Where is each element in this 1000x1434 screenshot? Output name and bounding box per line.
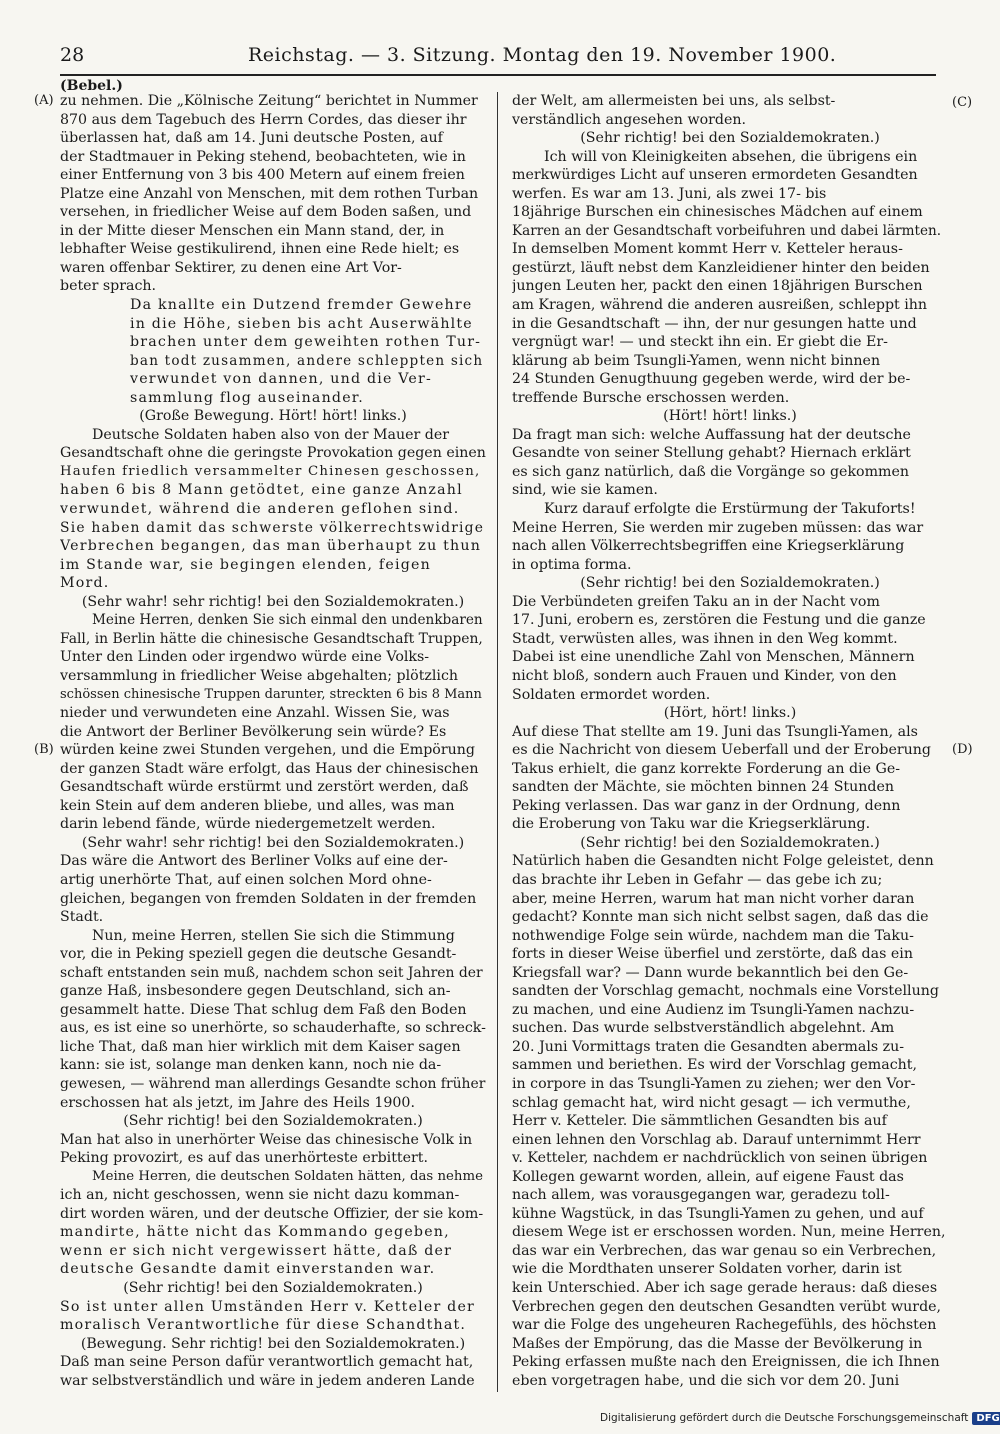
text-line: Gesandtschaft würde erstürmt und zerstört werden, daß (60, 779, 469, 796)
page-header (60, 44, 936, 74)
text-line: verwundet von dannen, und die Ver- (130, 371, 432, 388)
text-line: würden keine zwei Stunden vergehen, und die Empörung (60, 742, 475, 759)
text-line: Stadt, verwüsten alles, was ihnen in den Weg kommt. (512, 630, 898, 647)
text-line: schaft entstanden sein muß, nachdem schon seit Jahren der (60, 964, 483, 981)
text-line: (Sehr richtig! bei den Sozialdemokraten.) (580, 834, 880, 851)
text-line: Kollegen gewarnt worden, allein, auf eigene Faust das (512, 1168, 904, 1185)
text-line: wenn er sich nicht vergewissert hätte, daß der (60, 1242, 453, 1259)
text-line: suchen. Das wurde selbstverständlich abgelehnt. Am (512, 1020, 895, 1037)
running-head: Reichstag. — 3. Sitzung. Montag den 19. November 1900. (248, 44, 837, 66)
text-line: gewesen, — während man allerdings Gesandte schon früher (60, 1075, 486, 1092)
text-line: Fall, in Berlin hätte die chinesische Gesandtschaft Truppen, (60, 630, 483, 647)
text-line: in die Höhe, sieben bis acht Auserwählte (130, 315, 473, 332)
text-line: (Hört, hört! links.) (663, 705, 797, 722)
text-line: gleichen, begangen von fremden Soldaten in der fremden (60, 890, 477, 907)
text-line: moralisch Verantwortliche für diese Schandthat. (60, 1317, 467, 1334)
text-line: Soldaten ermordet worden. (512, 686, 711, 703)
text-line: am Kragen, während die anderen ausreißen, schleppt ihn (512, 297, 928, 314)
text-line: darin lebend fände, würde niedergemetzelt werden. (60, 816, 436, 833)
text-line: verständlich angesehen worden. (512, 111, 747, 128)
text-line: wie die Mordthaten unserer Soldaten vorher, darin ist (512, 1261, 902, 1278)
text-line: nach allen Völkerrechtsbegriffen eine Kriegserklärung (512, 538, 905, 555)
text-line: Verbrechen begangen, das man überhaupt zu thun (60, 538, 482, 555)
text-line: schössen chinesische Truppen darunter, streckten 6 bis 8 Mann (60, 686, 482, 702)
text-line: gesammelt hatte. Diese That schlug dem Faß den Boden (60, 1001, 467, 1018)
text-line: beter sprach. (60, 278, 157, 295)
text-line: Karren an der Gesandtschaft vorbeifuhren und dabei lärmten. (512, 222, 942, 239)
text-line: kein Unterschied. Aber ich sage gerade heraus: daß dieses (512, 1280, 938, 1296)
text-line: (Bewegung. Sehr richtig! bei den Sozialdemokraten.) (80, 1335, 466, 1352)
text-line: forts in dieser Weise überfiel und zerstörte, daß das ein (512, 946, 913, 963)
text-line: überlassen hat, daß am 14. Juni deutsche Posten, auf (60, 130, 443, 147)
text-line: Peking provozirt, es auf das unerhörteste erbittert. (60, 1150, 429, 1167)
text-line: sammlung flog auseinander. (130, 389, 364, 406)
column-divider (497, 92, 498, 1392)
footer-credit (600, 1412, 1000, 1425)
margin-marker-b: (B) (34, 742, 54, 757)
text-line: nicht bloß, sondern auch Frauen und Kinder, von den (512, 667, 897, 684)
header-rule (60, 74, 936, 76)
text-line: sind, wie sie kamen. (512, 482, 658, 499)
text-line: (Hört! hört! links.) (663, 408, 797, 425)
speaker-name: (Bebel.) (60, 78, 123, 94)
text-line: diesem Wege ist er erschossen worden. Nun, meine Herren, (512, 1224, 946, 1241)
text-line: Maßes der Empörung, das die Masse der Bevölkerung in (512, 1335, 923, 1352)
page-number: 28 (60, 44, 85, 66)
text-line: schlag gemacht hat, wird nicht gesagt — ich vermuthe, (512, 1094, 911, 1111)
margin-marker-c: (C) (952, 95, 973, 110)
text-line: (Sehr richtig! bei den Sozialdemokraten.) (580, 575, 880, 592)
text-line: Verbrechen gegen den deutschen Gesandten verübt wurde, (512, 1298, 942, 1315)
text-line: Da knallte ein Dutzend fremder Gewehre (130, 297, 473, 314)
text-line: Meine Herren, denken Sie sich einmal den undenkbaren (92, 612, 483, 629)
text-line: war die Folge des ungeheuren Rachegefühls, des höchsten (512, 1317, 937, 1334)
left-column (60, 92, 486, 1388)
text-line: kühne Wagstück, in das Tsungli-Yamen zu gehen, und auf (512, 1205, 924, 1222)
text-line: Stadt. (60, 909, 104, 926)
text-line: verwundet, während die anderen geflohen sind. (60, 501, 460, 518)
text-line: liche That, daß man hier wirklich mit dem Kaiser sagen (60, 1038, 461, 1055)
text-line: klärung ab beim Tsungli-Yamen, wenn nicht binnen (512, 352, 881, 369)
text-line: sammen und beriethen. Es wird der Vorschlag gemacht, (512, 1057, 918, 1074)
text-line: lebhafter Weise gestikulirend, ihnen eine Rede hielt; es (60, 241, 460, 258)
text-line: Peking erfassen mußte nach den Ereignissen, die ich Ihnen (512, 1354, 940, 1371)
text-line: die Eroberung von Taku war die Kriegserklärung. (512, 816, 871, 833)
text-line: der Stadtmauer in Peking stehend, beobachteten, wie in (60, 148, 466, 165)
text-line: Dabei ist eine unendliche Zahl von Menschen, Männern (512, 649, 915, 666)
text-line: Meine Herren, Sie werden mir zugeben müssen: das war (512, 519, 924, 536)
right-column (512, 92, 948, 1388)
text-line: versehen, in friedlicher Weise auf dem Boden saßen, und (60, 204, 472, 221)
text-line: (Sehr wahr! sehr richtig! bei den Sozialdemokraten.) (81, 593, 465, 610)
text-line: der Welt, am allermeisten bei uns, als selbst- (512, 93, 836, 109)
text-line: Die Verbündeten greifen Taku an in der Nacht vom (512, 593, 880, 610)
text-line: Herr v. Ketteler. Die sämmtlichen Gesandten bis auf (512, 1113, 887, 1130)
text-line: erschossen hat als jetzt, im Jahre des Heils 1900. (60, 1094, 415, 1111)
text-line: 870 aus dem Tagebuch des Herrn Cordes, das dieser ihr (60, 111, 467, 128)
footer-text: Digitalisierung gefördert durch die Deutsche Forschungsgemeinschaft (600, 1412, 969, 1424)
text-line: Unter den Linden oder irgendwo würde eine Volks- (60, 649, 430, 666)
text-line: es sich ganz natürlich, daß die Vorgänge so gekommen (512, 463, 910, 480)
text-line: vergnügt war! — und steckt ihn ein. Er giebt die Er- (512, 334, 888, 351)
text-line: aus, es ist eine so unerhörte, so schauderhafte, so schreck- (60, 1020, 486, 1037)
text-line: die Antwort der Berliner Bevölkerung sein würde? Es (60, 723, 447, 740)
text-line: vor, die in Peking speziell gegen die deutsche Gesandt- (60, 946, 457, 963)
text-line: 17. Juni, erobern es, zerstören die Festung und die ganze (512, 612, 926, 629)
text-line: deutsche Gesandte damit einverstanden war. (60, 1261, 436, 1278)
text-line: nieder und verwundeten eine Anzahl. Wissen Sie, was (60, 705, 450, 722)
text-line: mandirte, hätte nicht das Kommando gegeben, (60, 1224, 450, 1241)
text-line: Das wäre die Antwort des Berliner Volks auf eine der- (60, 853, 448, 870)
text-line: in der Mitte dieser Menschen ein Mann stand, der, in (60, 222, 445, 239)
text-line: eben vorgetragen habe, und die sich vor dem 20. Juni (512, 1372, 900, 1388)
text-line: Peking verlassen. Das war ganz in der Ordnung, denn (512, 797, 901, 814)
text-line: kein Stein auf dem anderen bliebe, und alles, was man (60, 797, 455, 814)
text-line: artig unerhörte That, auf einen solchen Mord ohne- (60, 871, 432, 888)
text-line: ganze Haß, insbesondere gegen Deutschland, sich an- (60, 983, 451, 1000)
text-line: Takus erhielt, die ganz korrekte Forderung an die Ge- (512, 760, 901, 777)
text-line: (Sehr richtig! bei den Sozialdemokraten.) (580, 130, 880, 147)
text-line: ich an, nicht geschossen, wenn sie nicht dazu komman- (60, 1187, 460, 1204)
text-line: 20. Juni Vormittags traten die Gesandten abermals zu- (512, 1038, 905, 1055)
text-line: Mord. (60, 575, 110, 592)
text-line: in die Gesandtschaft — ihn, der nur gesungen hatte und (512, 315, 917, 332)
text-line: dirt worden wären, und der deutsche Offizier, der sie kom- (60, 1205, 484, 1222)
text-line: das brachte ihr Leben in Gefahr — das gebe ich zu; (512, 871, 883, 888)
text-line: Man hat also in unerhörter Weise das chinesische Volk in (60, 1131, 473, 1148)
margin-marker-d: (D) (952, 742, 973, 757)
text-line: (Sehr richtig! bei den Sozialdemokraten.) (123, 1113, 423, 1130)
text-line: Deutsche Soldaten haben also von der Mauer der (92, 426, 450, 443)
text-line: So ist unter allen Umständen Herr v. Ketteler der (60, 1298, 476, 1315)
text-line: (Sehr wahr! sehr richtig! bei den Sozialdemokraten.) (81, 834, 465, 851)
text-line: Daß man seine Person dafür verantwortlich gemacht hat, (60, 1354, 474, 1371)
text-line: gedacht? Konnte man sich nicht selbst sagen, daß das die (512, 909, 929, 926)
text-line: Kriegsfall war? — Dann wurde bekanntlich bei den Ge- (512, 964, 909, 981)
text-line: Ich will von Kleinigkeiten absehen, die übrigens ein (544, 148, 918, 165)
text-line: 24 Stunden Genugthuung gegeben werde, wird der be- (512, 371, 911, 388)
text-line: es die Nachricht von diesem Ueberfall und der Eroberung (512, 742, 931, 759)
text-line: 18jährige Burschen ein chinesisches Mädchen auf einem (512, 204, 923, 221)
text-line: versammlung in friedlicher Weise abgehalten; plötzlich (60, 667, 459, 684)
text-line: In demselben Moment kommt Herr v. Ketteler heraus- (512, 241, 903, 258)
text-line: Meine Herren, die deutschen Soldaten hätten, das nehme (92, 1168, 483, 1184)
text-line: Gesandtschaft ohne die geringste Provokation gegen einen (60, 445, 486, 462)
text-line: (Große Bewegung. Hört! hört! links.) (139, 408, 407, 425)
text-line: treffende Bursche erschossen werden. (512, 389, 790, 406)
text-line: das war ein Verbrechen, das war genau so ein Verbrechen, (512, 1242, 937, 1259)
text-line: merkwürdiges Licht auf unseren ermordeten Gesandten (512, 167, 918, 184)
text-line: Natürlich haben die Gesandten nicht Folge geleistet, denn (512, 853, 934, 870)
text-line: war selbstverständlich und wäre in jedem anderen Lande (60, 1372, 475, 1388)
text-line: in corpore in das Tsungli-Yamen zu ziehen; wer den Vor- (512, 1075, 916, 1092)
text-line: brachen unter dem geweihten rothen Tur- (130, 334, 482, 351)
text-line: sandten der Vorschlag gemacht, nochmals eine Vorstellung (512, 983, 939, 1000)
text-line: Haufen friedlich versammelter Chinesen geschossen, (60, 463, 481, 479)
text-line: zu machen, und eine Audienz im Tsungli-Yamen nachzu- (512, 1001, 915, 1018)
text-line: v. Ketteler, nachdem er nachdrücklich von seinen übrigen (512, 1150, 928, 1167)
text-line: waren offenbar Sektirer, zu denen eine Art Vor- (60, 259, 402, 276)
text-line: Auf diese That stellte am 19. Juni das Tsungli-Yamen, als (512, 723, 918, 740)
text-line: nach allem, was vorausgegangen war, geradezu toll- (512, 1187, 890, 1204)
text-line: werfen. Es war am 13. Juni, als zwei 17- bis (512, 185, 827, 202)
text-line: Platze eine Anzahl von Menschen, mit dem rothen Turban (60, 185, 479, 202)
text-line: Sie haben damit das schwerste völkerrechtswidrige (60, 519, 485, 536)
text-line: Gesandte von seiner Stellung gehabt? Hiernach erklärt (512, 445, 911, 462)
text-line: haben 6 bis 8 Mann getödtet, eine ganze Anzahl (60, 482, 463, 499)
dfg-logo: DFG (972, 1412, 1000, 1425)
text-line: kann: sie ist, solange man denken kann, noch nie da- (60, 1057, 442, 1074)
text-line: (Sehr richtig! bei den Sozialdemokraten.) (123, 1280, 423, 1296)
text-line: im Stande war, sie begingen elenden, feigen (60, 556, 431, 573)
margin-marker-a: (A) (34, 93, 54, 108)
text-line: einer Entfernung von 3 bis 400 Metern auf einem freien (60, 167, 465, 184)
text-line: jungen Leuten her, packt den einen 18jährigen Burschen (512, 278, 923, 295)
text-line: sandten der Mächte, sie möchten binnen 24 Stunden (512, 779, 895, 796)
text-line: einen lehnen den Vorschlag ab. Darauf unternimmt Herr (512, 1131, 921, 1148)
text-line: Nun, meine Herren, stellen Sie sich die Stimmung (92, 927, 455, 944)
text-line: der ganzen Stadt wäre erfolgt, das Haus der chinesischen (60, 760, 479, 777)
text-line: nothwendige Folge sein würde, nachdem man die Taku- (512, 927, 914, 944)
text-line: aber, meine Herren, warum hat man nicht vorher daran (512, 890, 915, 907)
text-line: ban todt zusammen, andere schleppten sich (130, 352, 484, 369)
text-line: zu nehmen. Die „Kölnische Zeitung“ berichtet in Nummer (60, 93, 478, 109)
text-line: Kurz darauf erfolgte die Erstürmung der Takuforts! (544, 501, 916, 518)
text-line: gestürzt, läuft nebst dem Kanzleidiener hinter den beiden (512, 259, 930, 276)
text-line: Da fragt man sich: welche Auffassung hat der deutsche (512, 426, 911, 443)
text-line: in optima forma. (512, 556, 632, 573)
